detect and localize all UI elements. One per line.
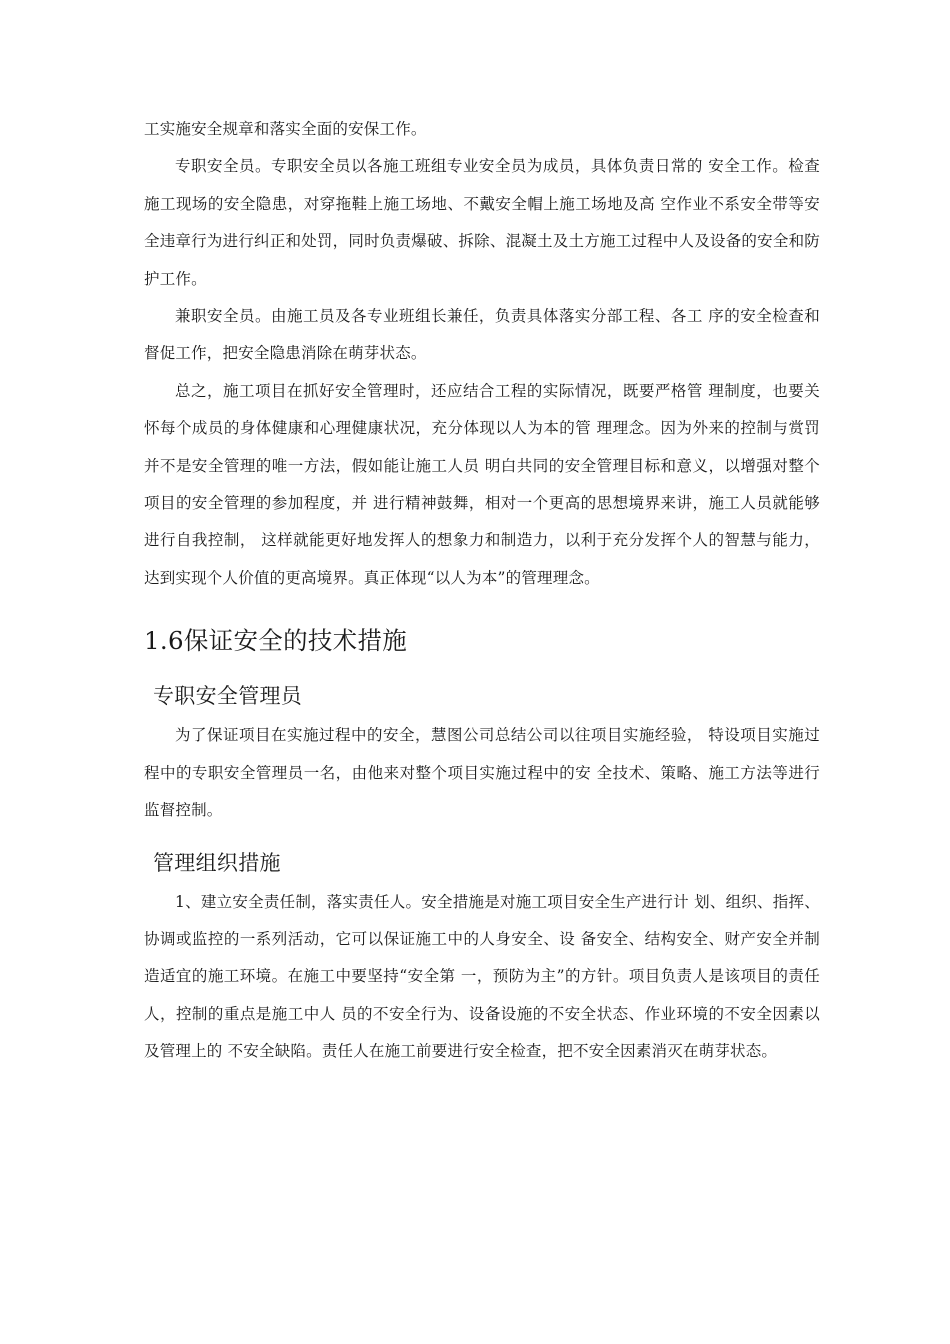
paragraph-summary: 总之，施工项目在抓好安全管理时，还应结合工程的实际情况，既要严格管 理制度，也要关怀每个成员的身体健康和心理健康状况，充分体现以人为本的管 理理念。因为外来的控制与赏罚并不是安全管理的唯一方法，假如能让施工人员 明白共同的安全管理目标和意义，以增强对整个项目的安全管理的参加程度，并 进行精神鼓舞，相对一个更高的思想境界来讲，施工人员就能够进行自我控制， 这样就能更好地发挥人的想象力和制造力，以利于充分发挥个人的智慧与能力， 达到实现个人价值的更高境界。真正体现“以人为本”的管理理念。 [144,381,820,587]
subsection-title-safety-manager: 专职安全管理员 [153,684,303,709]
paragraph-responsibility-system: 1、建立安全责任制，落实责任人。安全措施是对施工项目安全生产进行计 划、组织、指挥、协调或监控的一系列活动，它可以保证施工中的人身安全、设 备安全、结构安全、财产安全并制造适宜的施工环境。在施工中要坚持“安全第 一，预防为主”的方针。项目负责人是该项目的责任人，控制的重点是施工中人 员的不安全行为、设备设施的不安全状态、作业环境的不安全因素以及管理上的 不安全缺陷。责任人在施工前要进行安全检查，把不安全因素消灭在萌芽状态。 [144,892,820,1061]
document-body [144,111,820,1071]
paragraph-full-time-safety-officer: 专职安全员。专职安全员以各施工班组专业安全员为成员，具体负责日常的 安全工作。检查施工现场的安全隐患，对穿拖鞋上施工场地、不戴安全帽上施工场地及高 空作业不系安全带等安全违章行为进行纠正和处罚，同时负责爆破、拆除、混凝土及土方施工过程中人及设备的安全和防护工作。 [144,157,820,288]
paragraph-part-time-safety-officer: 兼职安全员。由施工员及各专业班组长兼任，负责具体落实分部工程、各工 序的安全检查和督促工作，把安全隐患消除在萌芽状态。 [144,307,820,363]
subsection-title-organization-measures: 管理组织措施 [153,850,281,875]
paragraph-safety-manager: 为了保证项目在实施过程中的安全，慧图公司总结公司以往项目实施经验， 特设项目实施过程中的专职安全管理员一名，由他来对整个项目实施过程中的安 全技术、策略、施工方法等进行监督控制。 [144,726,820,820]
section-title: 1.6保证安全的技术措施 [144,626,408,656]
paragraph-continuation: 工实施安全规章和落实全面的安保工作。 [144,120,427,138]
